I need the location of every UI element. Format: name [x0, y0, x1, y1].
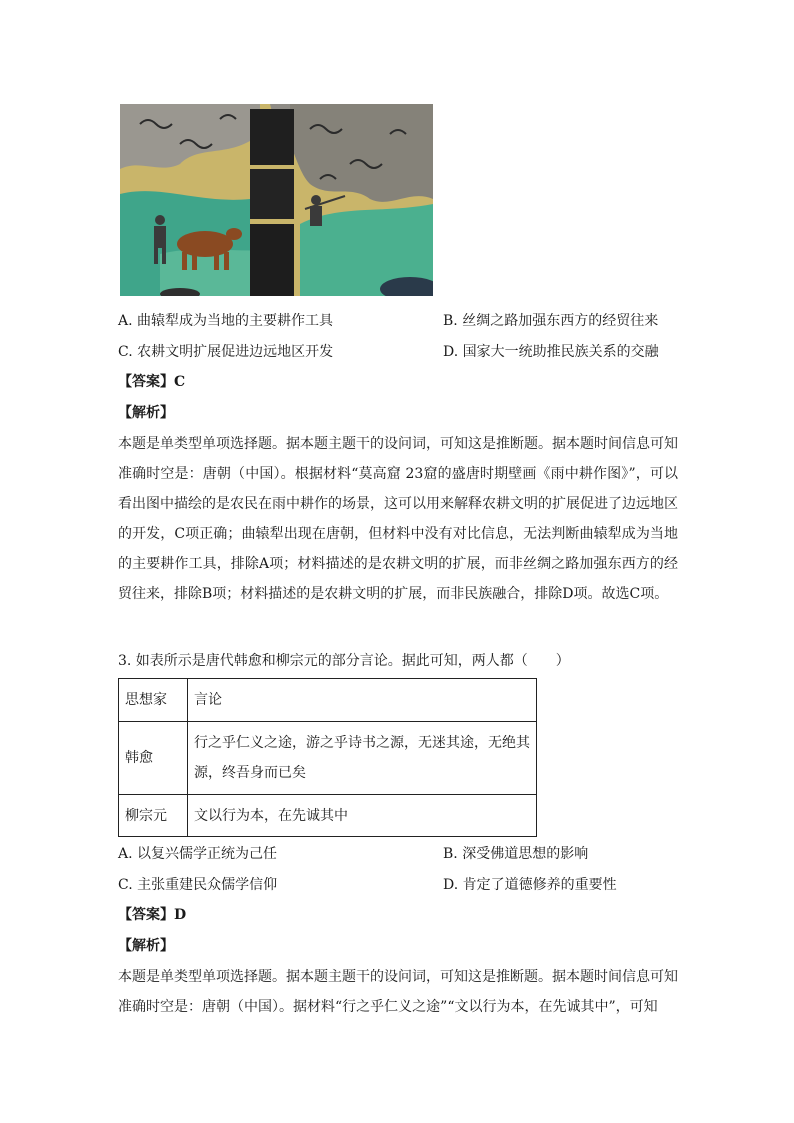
- q3-sayings-table: [118, 678, 537, 837]
- q2-option-d: D. 国家大一统助推民族关系的交融: [443, 344, 659, 360]
- table-header-cell: 思想家: [119, 679, 188, 722]
- table-header-cell: 言论: [188, 679, 537, 722]
- table-row: [119, 795, 537, 837]
- q3-option-a: A. 以复兴儒学正统为己任: [118, 846, 278, 862]
- table-cell-saying: 文以行为本，在先诚其中: [188, 795, 537, 837]
- q3-answer: 【答案】D: [118, 907, 187, 923]
- table-cell-thinker: 柳宗元: [119, 795, 188, 837]
- table-header-row: [119, 679, 537, 722]
- q3-analysis-label: 【解析】: [118, 938, 174, 954]
- q2-analysis-label: 【解析】: [118, 405, 174, 421]
- q2-option-b: B. 丝绸之路加强东西方的经贸往来: [443, 313, 659, 329]
- q2-option-c: C. 农耕文明扩展促进边远地区开发: [118, 344, 334, 360]
- q3-analysis-text: 本题是单类型单项选择题。据本题主题干的设问词，可知这是推断题。据本题时间信息可知准确时空是：唐朝（中国）。据材料“行之乎仁义之途”“文以行为本，在先诚其中”，可知: [118, 969, 678, 1015]
- table-cell-saying: 行之乎仁义之途，游之乎诗书之源，无迷其途，无绝其源，终吾身而已矣: [188, 722, 537, 795]
- table-row: [119, 722, 537, 795]
- q3-option-c: C. 主张重建民众儒学信仰: [118, 877, 278, 893]
- q3-option-d: D. 肯定了道德修养的重要性: [443, 877, 617, 893]
- table-cell-thinker: 韩愈: [119, 722, 188, 795]
- q3-stem: 3. 如表所示是唐代韩愈和柳宗元的部分言论。据此可知，两人都（ ）: [118, 653, 570, 669]
- q2-answer: 【答案】C: [118, 374, 186, 390]
- q2-analysis-text: 本题是单类型单项选择题。据本题主题干的设问词，可知这是推断题。据本题时间信息可知准确时空是：唐朝（中国）。根据材料“莫高窟 23窟的盛唐时期壁画《雨中耕作图》”，可以看出图中描绘的是农民在雨中耕作的场景，这可以用来解释农耕文明的扩展促进了边远地区的开发，C项正确；曲辕犁出现在唐朝，但材料中没有对比信息，无法判断曲辕犁成为当地的主要耕作工具，排除A项；材料描述的是农耕文明的扩展，而非丝绸之路加强东西方的经贸往来，排除B项；材料描述的是农耕文明的扩展，而非民族融合，排除D项。故选C项。: [118, 436, 678, 602]
- mural-painting-image: [120, 104, 433, 296]
- q3-option-b: B. 深受佛道思想的影响: [443, 846, 589, 862]
- q2-option-a: A. 曲辕犁成为当地的主要耕作工具: [118, 313, 334, 329]
